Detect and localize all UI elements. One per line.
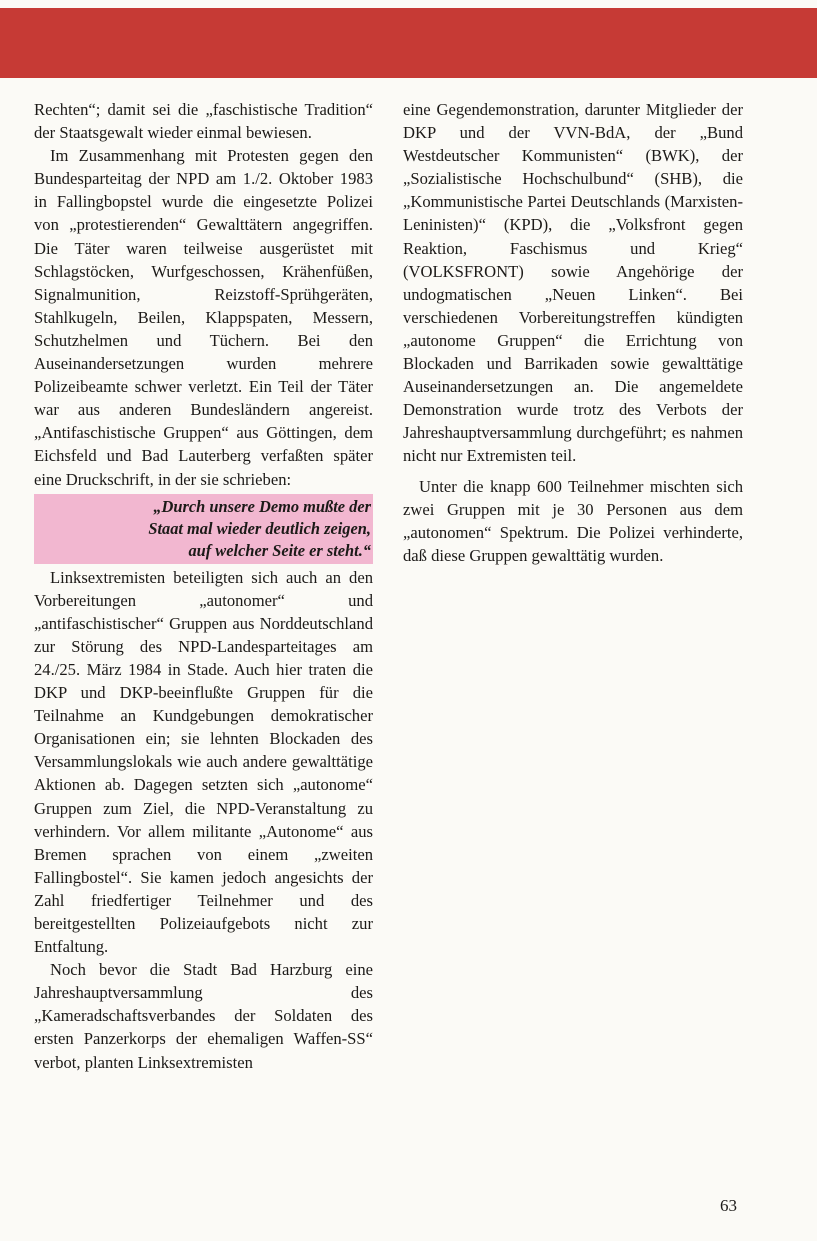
highlighted-quote bbox=[34, 494, 373, 564]
quote-line: „Durch unsere Demo mußte der bbox=[153, 496, 371, 516]
paragraph: Im Zusammenhang mit Protesten gegen den Bundesparteitag der NPD am 1./2. Oktober 1983 in Fallingbopstel wurde die eingesetzte Polizei von „protestierenden“ Gewalttätern angegriffen. Die Täter waren teilweise ausgerüstet mit Schlagstöcken, Wurfgeschossen, Krähenfüßen, Signalmunition, Reizstoff-Sprühgeräten, Stahlkugeln, Beilen, Klappspaten, Messern, Schutzhelmen und Tüchern. Bei den Auseinandersetzungen wurden mehrere Polizeibeamte schwer verletzt. Ein Teil der Täter war aus anderen Bundesländern angereist. „Antifaschistische Gruppen“ aus Göttingen, dem Eichsfeld und Bad Lauterberg verfaßten später eine Druckschrift, in der sie schrieben: bbox=[34, 146, 373, 489]
paragraph: Noch bevor die Stadt Bad Harzburg eine Jahreshauptversammlung des „Kameradschaftsverbandes der Soldaten des ersten Panzerkorps der ehemaligen Waffen-SS“ verbot, planten Linksextremisten bbox=[34, 960, 373, 1072]
paragraph: Unter die knapp 600 Teilnehmer mischten sich zwei Gruppen mit je 30 Personen aus dem „autonomen“ Spektrum. Die Polizei verhinderte, daß diese Gruppen gewalttätig wurden. bbox=[403, 476, 743, 565]
paragraph: Rechten“; damit sei die „faschistische Tradition“ der Staatsgewalt wieder einmal bewiesen. bbox=[34, 100, 373, 143]
quote-line: Staat mal wieder deutlich zeigen, bbox=[148, 518, 371, 538]
page-number: 63 bbox=[720, 1196, 737, 1215]
quote-line: auf welcher Seite er steht.“ bbox=[188, 540, 371, 560]
header-color-band bbox=[0, 8, 817, 78]
paragraph: Linksextremisten beteiligten sich auch an den Vorbereitungen „autonomer“ und „antifaschistischer“ Gruppen aus Norddeutschland zur Störung des NPD-Landesparteitages am 24./25. März 1984 in Stade. Auch hier traten die DKP und DKP-beeinflußte Gruppen für die Teilnahme an Kundgebungen demokratischer Organisationen ein; sie lehnten Blockaden des Versammlungslokals wie auch andere gewalttätige Aktionen ab. Dagegen setzten sich „autonome“ Gruppen zum Ziel, die NPD-Veranstaltung zu verhindern. Vor allem militante „Autonome“ aus Bremen sprachen von einem „zweiten Fallingbostel“. Sie kamen jedoch angesichts der Zahl friedfertiger Teilnehmer und des bereitgestellten Polizeiaufgebots nicht zur Entfaltung. bbox=[34, 567, 373, 957]
paragraph: eine Gegendemonstration, darunter Mitglieder der DKP und der VVN-BdA, der „Bund Westdeutscher Kommunisten“ (BWK), der „Sozialistische Hochschulbund“ (SHB), die „Kommunistische Partei Deutschlands (Marxisten-Leninisten)“ (KPD), die „Volksfront gegen Reaktion, Faschismus und Krieg“ (VOLKSFRONT) sowie Angehörige der undogmatischen „Neuen Linken“. Bei verschiedenen Vorbereitungstreffen kündigten „autonome Gruppen“ die Errichtung von Blockaden und Barrikaden sowie gewalttätige Auseinandersetzungen an. Die angemeldete Demonstration wurde trotz des Verbots der Jahreshauptversammlung durchgeführt; es nahmen nicht nur Extremisten teil. bbox=[403, 100, 743, 466]
right-column bbox=[403, 98, 743, 567]
left-column bbox=[34, 98, 373, 1074]
